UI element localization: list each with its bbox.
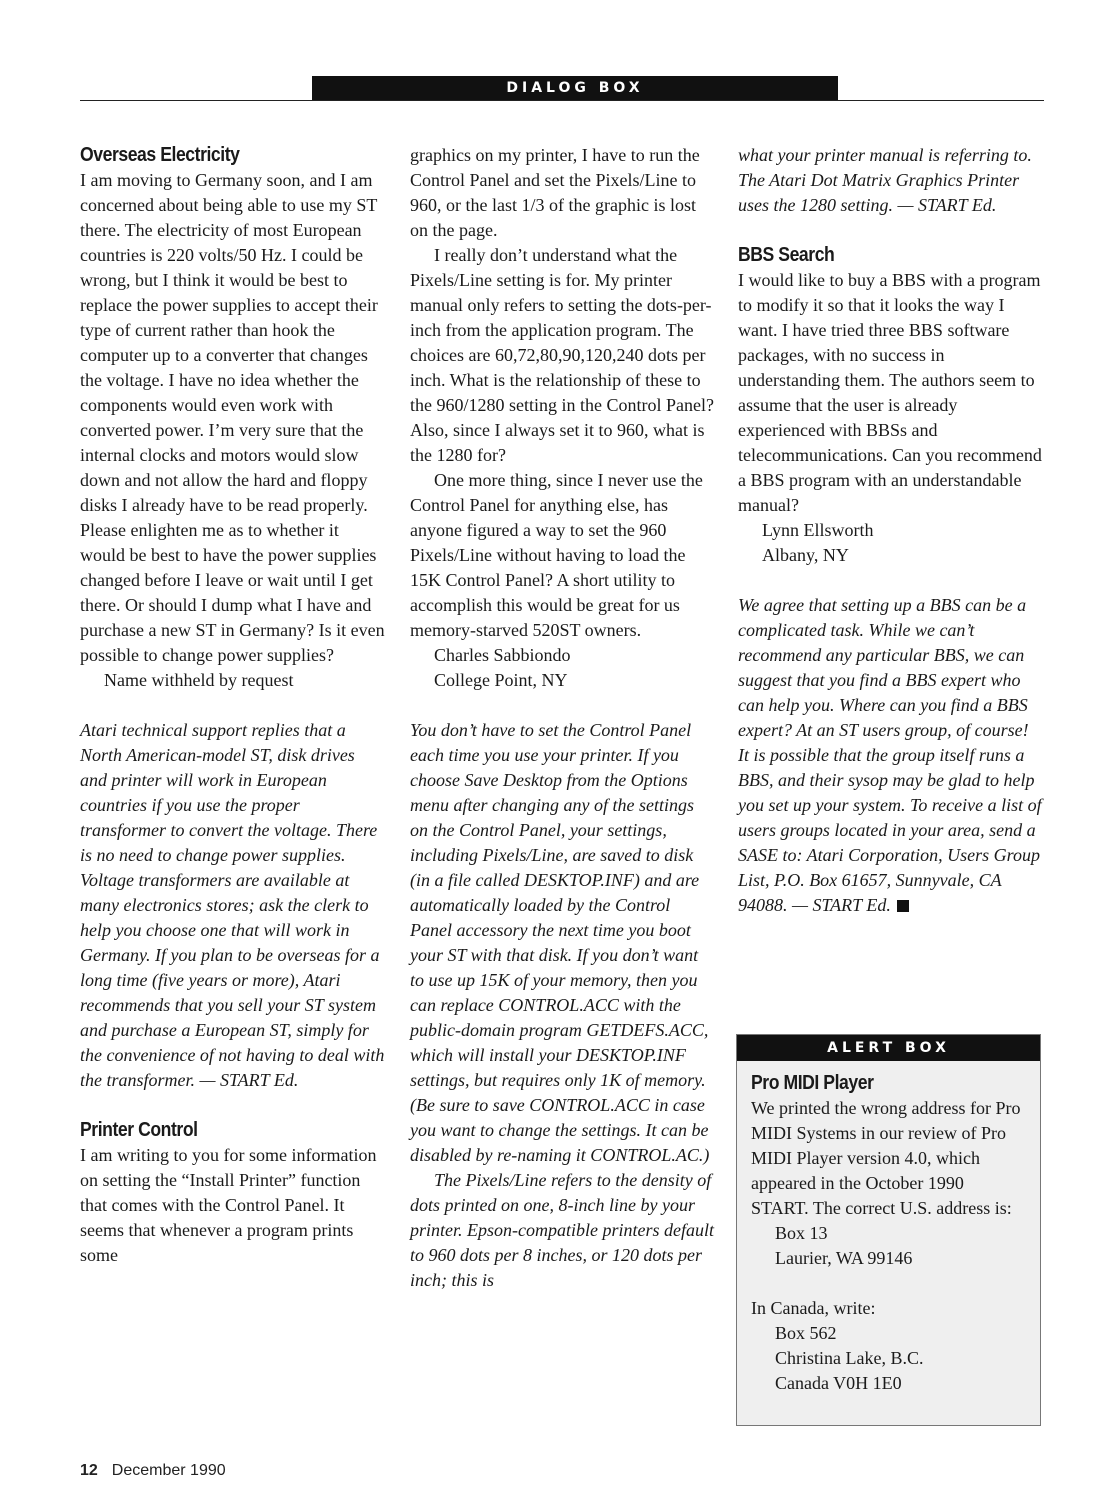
reply-overseas: Atari technical support replies that a North American-model ST, disk drives and printer will work in European countries if you use the proper transformer to convert the voltage. There is no need to change power supplies. Voltage transformers are available at many electronics stores; ask the clerk to help you choose one that will work in Germany. If you plan to be overseas for a long time (five years or more), Atari recommends that you sell your ST system and purchase a European ST, simply for the convenience of not having to deal with the transformer. — START Ed.	[80, 720, 385, 1090]
letter-printer-start: I am writing to you for some information on setting the “Install Printer” function that comes with the Control Panel. It seems that whenever a program prints some	[80, 1145, 377, 1265]
letter-overseas: I am moving to Germany soon, and I am concerned about being able to use my ST there. The electricity of most European countries is 220 volts/50 Hz. I could be wrong, but I think it would be best to replace the power supplies to accept their type of current rather than hook the computer up to a converter that changes the voltage. I have no idea whether the components would even work with converted power. I’m very sure that the internal clocks and motors would slow down and not allow the hard and floppy disks I already have to be read properly. Please enlighten me as to whether it would be best to have the power supplies changed before I leave or wait until I get there. Or should I dump what I have and purchase a new ST in Germany? Is it even possible to change power supplies?	[80, 170, 385, 665]
alert-heading: Pro MIDI Player	[751, 1072, 874, 1094]
heading-printer-control: Printer Control	[80, 1119, 198, 1141]
page-number: 12	[80, 1462, 98, 1479]
alert-box	[736, 1034, 1041, 1426]
reply-bbs	[738, 593, 1044, 918]
end-of-article-icon	[897, 900, 909, 912]
signature-place: College Point, NY	[434, 670, 568, 690]
letter-printer-p2: I really don’t understand what the Pixels/Line setting is for. My printer manual only refers to setting the dots-per-inch from the application program. The choices are 60,72,80,90,120,240 dots per inch. What is the relationship of these to the 960/1280 setting in the Control Panel? Also, since I always set it to 960, what is the 1280 for?	[410, 245, 714, 465]
letter-printer-p3: One more thing, since I never use the Control Panel for anything else, has anyone figured a way to set the 960 Pixels/Line without having to load the 15K Control Panel? A short utility to accomplish this would be great for us memory-starved 520ST owners.	[410, 470, 703, 640]
issue-date: December 1990	[111, 1462, 226, 1479]
column-1	[80, 143, 385, 1268]
reply-printer-cont: what your printer manual is referring to. The Atari Dot Matrix Graphics Printer uses the 1280 setting. — START Ed.	[738, 145, 1032, 215]
canada-address-line1: Box 562	[775, 1323, 837, 1343]
heading-overseas-electricity: Overseas Electricity	[80, 144, 240, 166]
reply-printer-p1: You don’t have to set the Control Panel each time you use your printer. If you choose Save Desktop from the Options menu after changing any of the settings on the Control Panel, your settings, including Pixels/Line, are saved to disk (in a file called DESKTOP.INF) and are automatically loaded by the Control Panel accessory the next time you boot your ST with that disk. If you don’t want to use up 15K of your memory, then you can replace CONTROL.ACC with the public-domain program GETDEFS.ACC, which will install your DESKTOP.INF settings, but requires only 1K of memory. (Be sure to save CONTROL.ACC in case you want to change the settings. It can be disabled by re-naming it CONTROL.AC.)	[410, 720, 710, 1165]
canada-intro: In Canada, write:	[751, 1298, 876, 1318]
column-2	[410, 143, 715, 1293]
canada-address-line2: Christina Lake, B.C.	[775, 1348, 924, 1368]
page-footer	[80, 1462, 226, 1480]
column-3	[738, 143, 1044, 918]
us-address-line2: Laurier, WA 99146	[775, 1248, 913, 1268]
signature-name: Lynn Ellsworth	[762, 520, 874, 540]
heading-bbs-search: BBS Search	[738, 244, 835, 266]
reply-printer-p2: The Pixels/Line refers to the density of dots printed on one, 8-inch line by your printer. Epson-compatible printers default to 960 dots per 8 inches, or 120 dots per inch; this is	[410, 1170, 714, 1290]
alert-body: We printed the wrong address for Pro MIDI Systems in our review of Pro MIDI Player version 4.0, which appeared in the October 1990 START. The correct U.S. address is:	[751, 1098, 1021, 1218]
signature-name: Charles Sabbiondo	[434, 645, 571, 665]
header-rule	[80, 100, 1044, 101]
alert-banner: ALERT BOX	[737, 1035, 1040, 1061]
letter-printer-cont: graphics on my printer, I have to run the Control Panel and set the Pixels/Line to 960, or the last 1/3 of the graphic is lost on the page.	[410, 145, 700, 240]
reply-bbs-text: We agree that setting up a BBS can be a complicated task. While we can’t recommend any particular BBS, we can suggest that you find a BBS expert who can help you. Where can you find a BBS expert? At an ST users group, of course! It is possible that the group itself runs a BBS, and their sysop may be glad to help you set up your system. To receive a list of users groups located in your area, send a SASE to: Atari Corporation, Users Group List, P.O. Box 61657, Sunnyvale, CA 94088. — START Ed.	[738, 595, 1042, 915]
us-address-line1: Box 13	[775, 1223, 828, 1243]
letter-bbs: I would like to buy a BBS with a program to modify it so that it looks the way I want. I have tried three BBS software packages, with no success in understanding them. The authors seem to assume that the user is already experienced with BBSs and telecommunications. Can you recommend a BBS program with an understandable manual?	[738, 270, 1042, 515]
signature-place: Albany, NY	[762, 545, 849, 565]
section-banner: DIALOG BOX	[312, 76, 838, 100]
signature-withheld: Name withheld by request	[104, 670, 294, 690]
canada-address-line3: Canada V0H 1E0	[775, 1373, 902, 1393]
